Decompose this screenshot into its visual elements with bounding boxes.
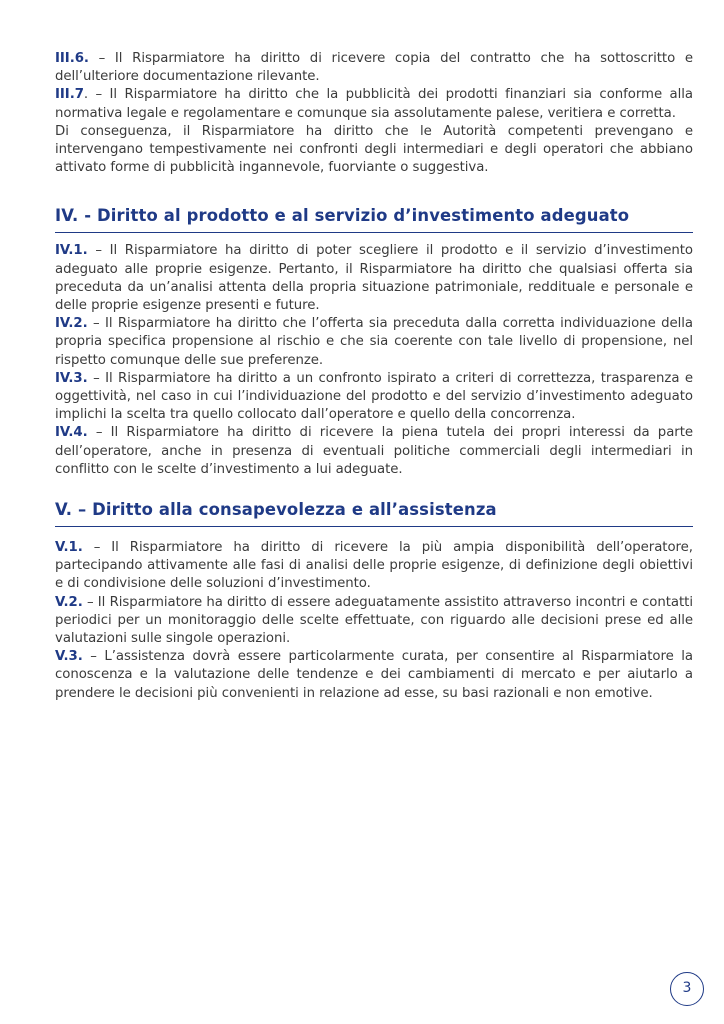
article-text: . – Il Risparmiatore ha diritto che la pubblicità dei prodotti finanziari sia conforme alla normativa legale e regolamentare e comunque sia assolutamente palese, veritiera e corretta. [55,87,693,121]
article-number: IV.3. [55,370,88,386]
paragraph-III-7 [55,86,693,122]
paragraph-IV-4 [55,424,693,479]
article-text: – Il Risparmiatore ha diritto di ricevere la più ampia disponibilità dell’operatore, partecipando attivamente alle fasi di analisi delle proprie esigenze, di definizione degli obiettivi e di condivisione delle soluzioni d’investimento. [55,540,693,592]
paragraph-V-3 [55,648,693,703]
page-content [55,50,693,703]
paragraph-IV-1 [55,242,693,315]
page-number: 3 [670,972,704,1006]
article-number: IV.4. [55,425,88,441]
paragraph-V-2 [55,594,693,649]
article-text: – Il Risparmiatore ha diritto di ricevere la piena tutela dei propri interessi da parte dell’operatore, anche in presenza di eventuali politiche commerciali degli intermediari in conflitto con le scelte d’investimento a lui adeguate. [55,425,693,477]
article-text: – L’assistenza dovrà essere particolarmente curata, per consentire al Risparmiatore la conoscenza e la valutazione delle tendenze e dei cambiamenti di mercato e per aiutarlo a prendere le decisioni più convenienti in relazione ad esse, su basi razionali e non emotive. [55,649,693,701]
paragraph-III-6 [55,50,693,86]
article-text: – Il Risparmiatore ha diritto di essere adeguatamente assistito attraverso incontri e contatti periodici per un monitoraggio delle scelte effettuate, con riguardo alle decisioni prese ed alle valutazioni sulle singole operazioni. [55,594,693,647]
article-text: – Il Risparmiatore ha diritto a un confronto ispirato a criteri di correttezza, trasparenza e oggettività, nel caso in cui l’individuazione del prodotto e del servizio d’investimento adeguato implichi la scelta tra quello collocato dall’operatore e quello della concorrenza. [55,370,693,423]
article-number: V.3. [55,649,83,665]
article-number: IV.2. [55,316,88,332]
article-number: III.6. [55,51,89,66]
article-text: – Il Risparmiatore ha diritto di poter scegliere il prodotto e il servizio d’investimento adeguato alle proprie esigenze. Pertanto, il Risparmiatore ha diritto che qualsiasi offerta sia preceduta da un’analisi attenta della propria situazione patrimoniale, reddituale e personale e delle proprie esigenze presenti e future. [55,243,693,314]
paragraph-III-7-continued [55,123,693,178]
section-title-IV: IV. - Diritto al prodotto e al servizio d’investimento adeguato [55,205,693,233]
paragraph-V-1 [55,539,693,594]
article-text: Di conseguenza, il Risparmiatore ha diritto che le Autorità competenti prevengano e intervengano tempestivamente nei confronti degli intermediari e degli operatori che abbiano attivato forme di pubblicità ingannevole, fuorviante o suggestiva. [55,123,693,176]
article-number: V.1. [55,540,83,556]
paragraph-IV-2 [55,315,693,370]
article-number: IV.1. [55,243,88,259]
paragraph-IV-3 [55,370,693,425]
article-number: III.7 [55,87,84,103]
section-title-V: V. – Diritto alla consapevolezza e all’assistenza [55,499,693,527]
article-number: V.2. [55,594,83,610]
article-text: – Il Risparmiatore ha diritto di ricevere copia del contratto che ha sottoscritto e dell’ulteriore documentazione rilevante. [55,51,693,85]
article-text: – Il Risparmiatore ha diritto che l’offerta sia preceduta dalla corretta individuazione della propria specifica propensione al rischio e che sia coerente con tale livello di propensione, nel rispetto comunque delle sue preferenze. [55,316,693,368]
